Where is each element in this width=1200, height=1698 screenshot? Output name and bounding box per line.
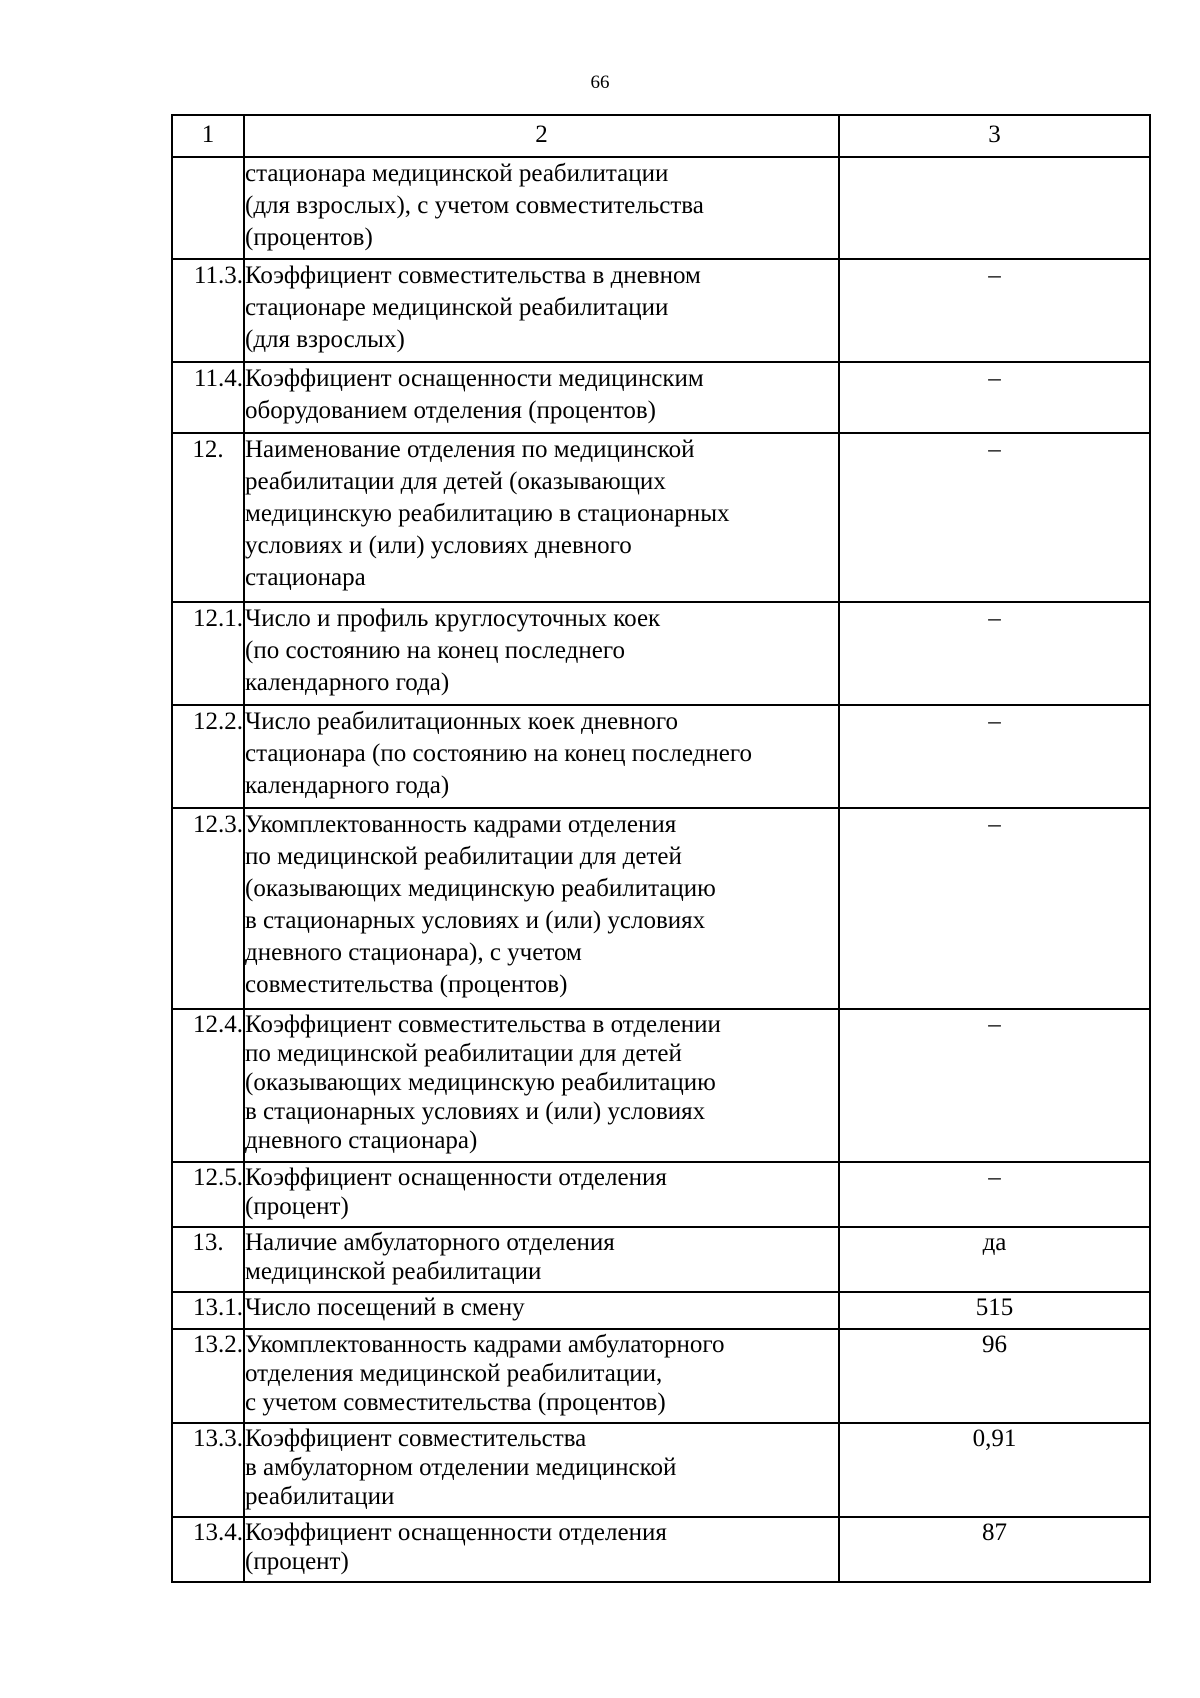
row-number: 12.2. xyxy=(172,705,244,808)
row-description: Укомплектованность кадрами отделения по медицинской реабилитации для детей (оказывающих медицинскую реабилитацию в стационарных условиях и (или) условиях дневного стационара), с учетом совместительства (процентов) xyxy=(244,808,839,1009)
row-number: 12.1. xyxy=(172,602,244,705)
table-row xyxy=(172,1162,1150,1227)
table-row xyxy=(172,259,1150,362)
row-description: стационара медицинской реабилитации (для взрослых), с учетом совместительства (процентов) xyxy=(244,157,839,259)
row-number: 13.3. xyxy=(172,1423,244,1517)
row-description: Коэффициент совместительства в амбулаторном отделении медицинской реабилитации xyxy=(244,1423,839,1517)
table-row xyxy=(172,157,1150,259)
table-row xyxy=(172,1517,1150,1582)
row-value: – xyxy=(839,602,1150,705)
row-number: 12.3. xyxy=(172,808,244,1009)
row-value: 515 xyxy=(839,1292,1150,1329)
row-number: 13.2. xyxy=(172,1329,244,1423)
header-col-1: 1 xyxy=(172,115,244,157)
row-number: 11.3. xyxy=(172,259,244,362)
row-value: – xyxy=(839,259,1150,362)
header-col-3: 3 xyxy=(839,115,1150,157)
row-value: 87 xyxy=(839,1517,1150,1582)
row-number xyxy=(172,157,244,259)
row-description: Коэффициент оснащенности отделения (процент) xyxy=(244,1517,839,1582)
row-number: 13. xyxy=(172,1227,244,1292)
row-description: Наименование отделения по медицинской реабилитации для детей (оказывающих медицинскую реабилитацию в стационарных условиях и (или) условиях дневного стационара xyxy=(244,433,839,602)
row-description: Коэффициент совместительства в дневном стационаре медицинской реабилитации (для взрослых) xyxy=(244,259,839,362)
row-value: – xyxy=(839,433,1150,602)
table-row xyxy=(172,602,1150,705)
table-row xyxy=(172,705,1150,808)
row-number: 13.4. xyxy=(172,1517,244,1582)
table-row xyxy=(172,1009,1150,1162)
row-value: да xyxy=(839,1227,1150,1292)
indicator-table xyxy=(171,114,1151,1583)
row-value: – xyxy=(839,362,1150,433)
row-description: Коэффициент оснащенности медицинским оборудованием отделения (процентов) xyxy=(244,362,839,433)
row-description: Наличие амбулаторного отделения медицинской реабилитации xyxy=(244,1227,839,1292)
row-number: 13.1. xyxy=(172,1292,244,1329)
row-number: 11.4. xyxy=(172,362,244,433)
row-description: Число посещений в смену xyxy=(244,1292,839,1329)
row-description: Коэффициент оснащенности отделения (процент) xyxy=(244,1162,839,1227)
row-value: 0,91 xyxy=(839,1423,1150,1517)
page-number: 66 xyxy=(590,72,610,93)
row-value: 96 xyxy=(839,1329,1150,1423)
row-description: Укомплектованность кадрами амбулаторного отделения медицинской реабилитации, с учетом совместительства (процентов) xyxy=(244,1329,839,1423)
table-header-row xyxy=(172,115,1150,157)
row-value: – xyxy=(839,1162,1150,1227)
row-value: – xyxy=(839,705,1150,808)
table-row xyxy=(172,1423,1150,1517)
row-value xyxy=(839,157,1150,259)
table-row xyxy=(172,1329,1150,1423)
table-row xyxy=(172,1227,1150,1292)
row-number: 12.4. xyxy=(172,1009,244,1162)
row-description: Число и профиль круглосуточных коек (по состоянию на конец последнего календарного года) xyxy=(244,602,839,705)
row-number: 12.5. xyxy=(172,1162,244,1227)
row-number: 12. xyxy=(172,433,244,602)
table-row xyxy=(172,362,1150,433)
row-value: – xyxy=(839,1009,1150,1162)
row-value: – xyxy=(839,808,1150,1009)
table-row xyxy=(172,808,1150,1009)
header-col-2: 2 xyxy=(244,115,839,157)
table-row xyxy=(172,1292,1150,1329)
row-description: Число реабилитационных коек дневного стационара (по состоянию на конец последнего календарного года) xyxy=(244,705,839,808)
row-description: Коэффициент совместительства в отделении по медицинской реабилитации для детей (оказывающих медицинскую реабилитацию в стационарных условиях и (или) условиях дневного стационара) xyxy=(244,1009,839,1162)
table-row xyxy=(172,433,1150,602)
